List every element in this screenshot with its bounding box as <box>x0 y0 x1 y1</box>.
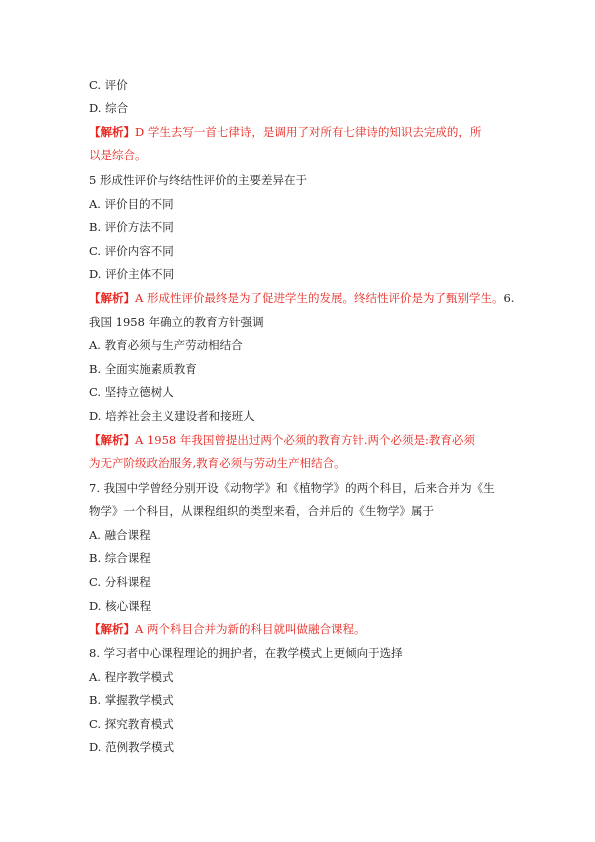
option-b: B. 掌握教学模式 <box>89 693 174 707</box>
option-c: C. 探究教育模式 <box>89 717 174 731</box>
analysis-tag: 【解析】 <box>89 433 135 447</box>
question-5: 5 形成性评价与终结性评价的主要差异在于 <box>89 173 307 187</box>
analysis-text: A 形成性评价最终是为了促进学生的发展。终结性评价是为了甄别学生。 <box>135 291 504 305</box>
option-d: D. 核心课程 <box>89 599 152 613</box>
analysis-tag: 【解析】 <box>89 622 135 636</box>
analysis-text-cont: 以是综合。 <box>89 148 147 162</box>
analysis-line <box>89 124 481 140</box>
option-c: C. 评价 <box>89 78 128 92</box>
option-b: B. 评价方法不同 <box>89 220 174 234</box>
question-8: 8. 学习者中心课程理论的拥护者，在教学模式上更倾向于选择 <box>89 646 403 660</box>
option-b: B. 全面实施素质教育 <box>89 362 197 376</box>
option-b: B. 综合课程 <box>89 551 151 565</box>
analysis-tag: 【解析】 <box>89 125 135 139</box>
analysis-text: A 1958 年我国曾提出过两个必须的教育方针.两个必须是:教育必须 <box>135 433 475 447</box>
question-7: 7. 我国中学曾经分别开设《动物学》和《植物学》的两个科目，后来合并为《生 <box>89 481 495 495</box>
option-a: A. 教育必须与生产劳动相结合 <box>89 338 243 352</box>
analysis-text-cont: 为无产阶级政治服务,教育必须与劳动生产相结合。 <box>89 456 346 470</box>
option-a: A. 融合课程 <box>89 528 151 542</box>
option-c: C. 评价内容不同 <box>89 244 174 258</box>
option-c: C. 坚持立德树人 <box>89 385 174 399</box>
option-a: A. 程序教学模式 <box>89 670 174 684</box>
option-a: A. 评价目的不同 <box>89 197 174 211</box>
option-d: D. 综合 <box>89 101 129 115</box>
question-6: 我国 1958 年确立的教育方针强调 <box>89 315 264 329</box>
analysis-line <box>89 290 514 306</box>
option-c: C. 分科课程 <box>89 575 151 589</box>
analysis-text: D 学生去写一首七律诗，是调用了对所有七律诗的知识去完成的，所 <box>135 125 482 139</box>
analysis-line <box>89 621 365 637</box>
question-6-number: 6. <box>503 291 515 305</box>
question-7-cont: 物学》一个科目，从课程组织的类型来看，合并后的《生物学》属于 <box>89 504 434 518</box>
analysis-text: A 两个科目合并为新的科目就叫做融合课程。 <box>135 622 366 636</box>
analysis-line <box>89 432 475 448</box>
option-d: D. 评价主体不同 <box>89 267 175 281</box>
option-d: D. 培养社会主义建设者和接班人 <box>89 409 255 423</box>
option-d: D. 范例教学模式 <box>89 740 175 754</box>
analysis-tag: 【解析】 <box>89 291 135 305</box>
